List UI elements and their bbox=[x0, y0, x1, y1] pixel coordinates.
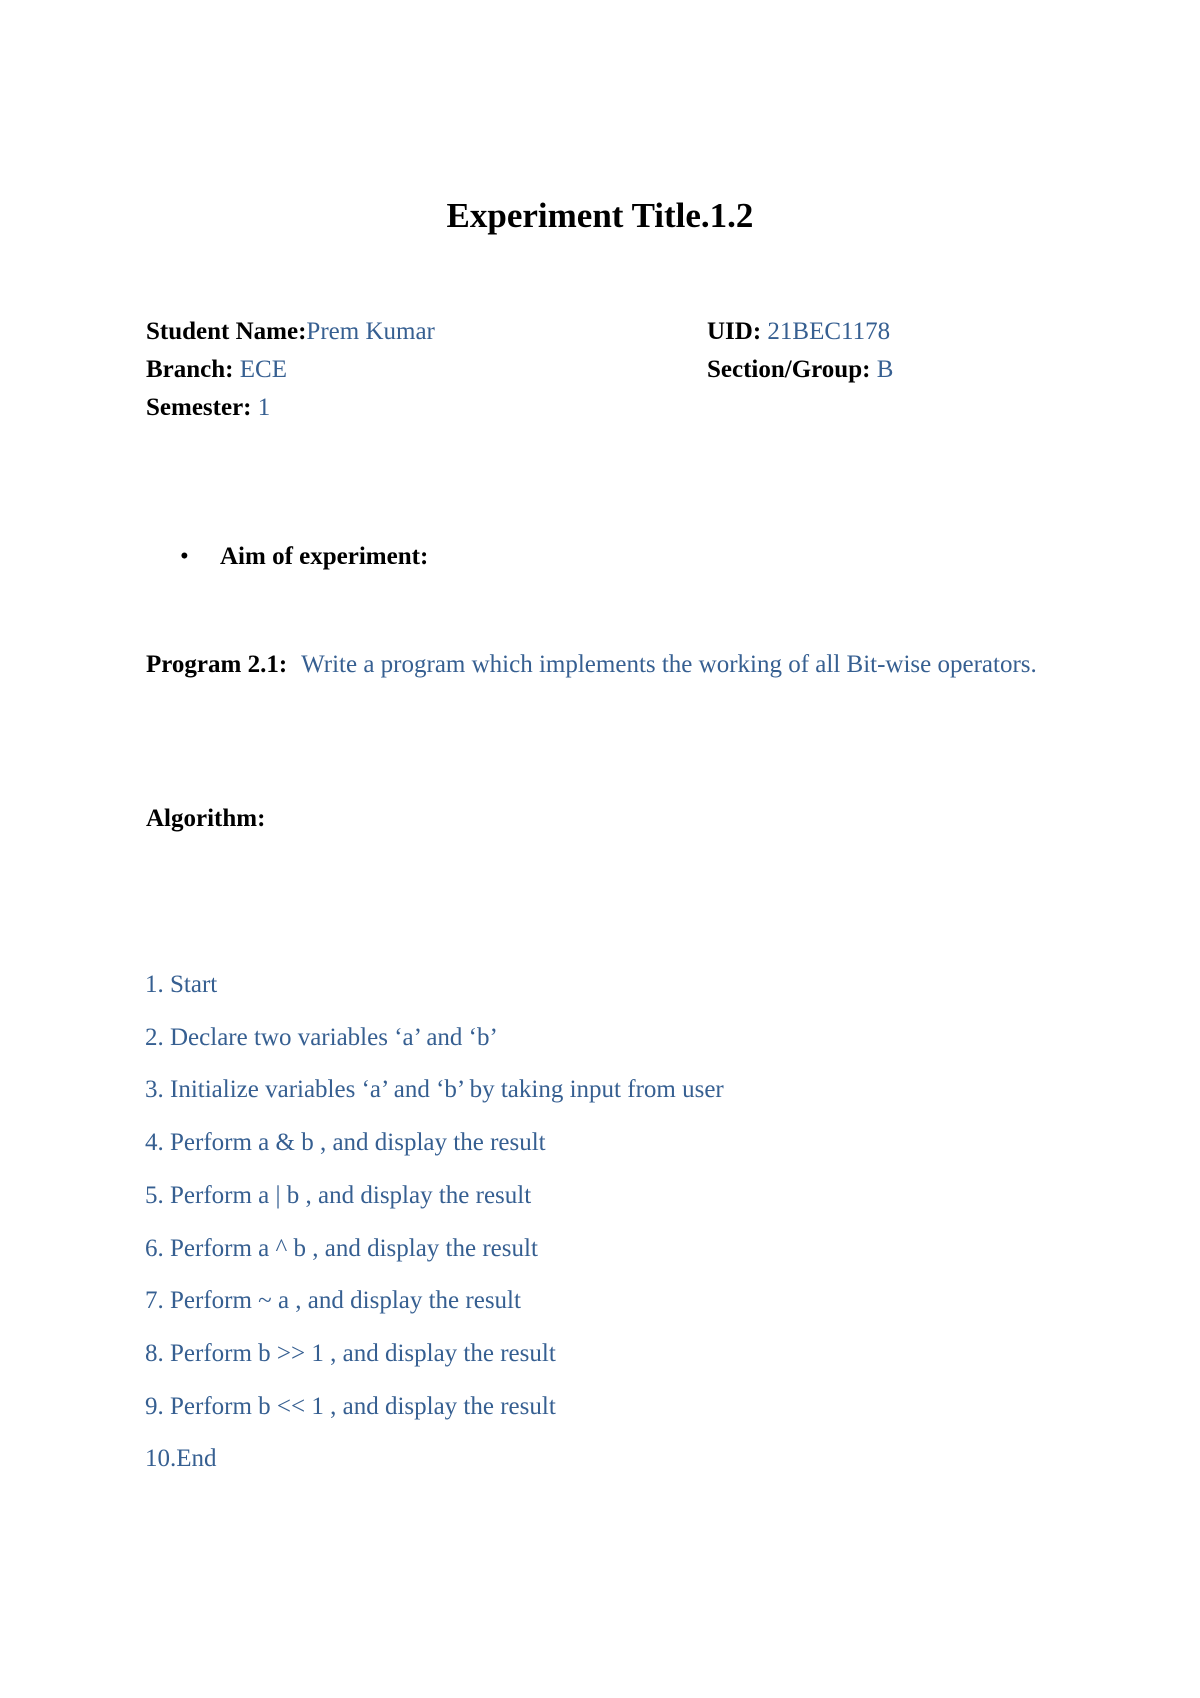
uid-row bbox=[707, 313, 893, 351]
branch-label: Branch: bbox=[146, 356, 234, 383]
program-text: Write a program which implements the working of all Bit-wise operators. bbox=[301, 651, 1037, 678]
semester-label: Semester: bbox=[146, 394, 252, 421]
section-row bbox=[707, 351, 893, 389]
student-info-right bbox=[707, 313, 893, 389]
program-statement bbox=[146, 646, 1046, 684]
bullet-icon: • bbox=[180, 543, 189, 570]
algorithm-step: 7. Perform ~ a , and display the result bbox=[145, 1287, 521, 1315]
algorithm-step: 10.End bbox=[145, 1445, 217, 1473]
program-label: Program 2.1: bbox=[146, 651, 288, 678]
algorithm-step: 6. Perform a ^ b , and display the result bbox=[145, 1234, 538, 1262]
section-label: Section/Group: bbox=[707, 356, 871, 383]
uid-value: 21BEC1178 bbox=[767, 318, 891, 345]
student-name-row bbox=[146, 313, 435, 351]
student-info-left bbox=[146, 313, 435, 427]
branch-row bbox=[146, 351, 435, 389]
section-value: B bbox=[876, 356, 894, 383]
algorithm-step: 1. Start bbox=[145, 971, 218, 998]
algorithm-step: 2. Declare two variables ‘a’ and ‘b’ bbox=[145, 1023, 498, 1051]
student-name-value: Prem Kumar bbox=[306, 318, 435, 345]
branch-value: ECE bbox=[239, 356, 287, 383]
semester-value: 1 bbox=[257, 394, 271, 421]
algorithm-step: 3. Initialize variables ‘a’ and ‘b’ by taking input from user bbox=[145, 1076, 724, 1104]
algorithm-heading: Algorithm: bbox=[146, 805, 266, 832]
student-name-label: Student Name: bbox=[146, 318, 307, 345]
page-title: Experiment Title.1.2 bbox=[446, 196, 754, 235]
semester-row bbox=[146, 389, 435, 427]
aim-heading: Aim of experiment: bbox=[220, 543, 429, 570]
algorithm-step: 5. Perform a | b , and display the result bbox=[145, 1181, 532, 1209]
algorithm-step: 4. Perform a & b , and display the result bbox=[145, 1129, 546, 1157]
algorithm-step: 9. Perform b << 1 , and display the result bbox=[145, 1392, 556, 1420]
uid-label: UID: bbox=[707, 318, 762, 345]
algorithm-step: 8. Perform b >> 1 , and display the result bbox=[145, 1339, 556, 1367]
aim-heading-item bbox=[180, 538, 428, 576]
algorithm-steps bbox=[145, 959, 724, 1486]
